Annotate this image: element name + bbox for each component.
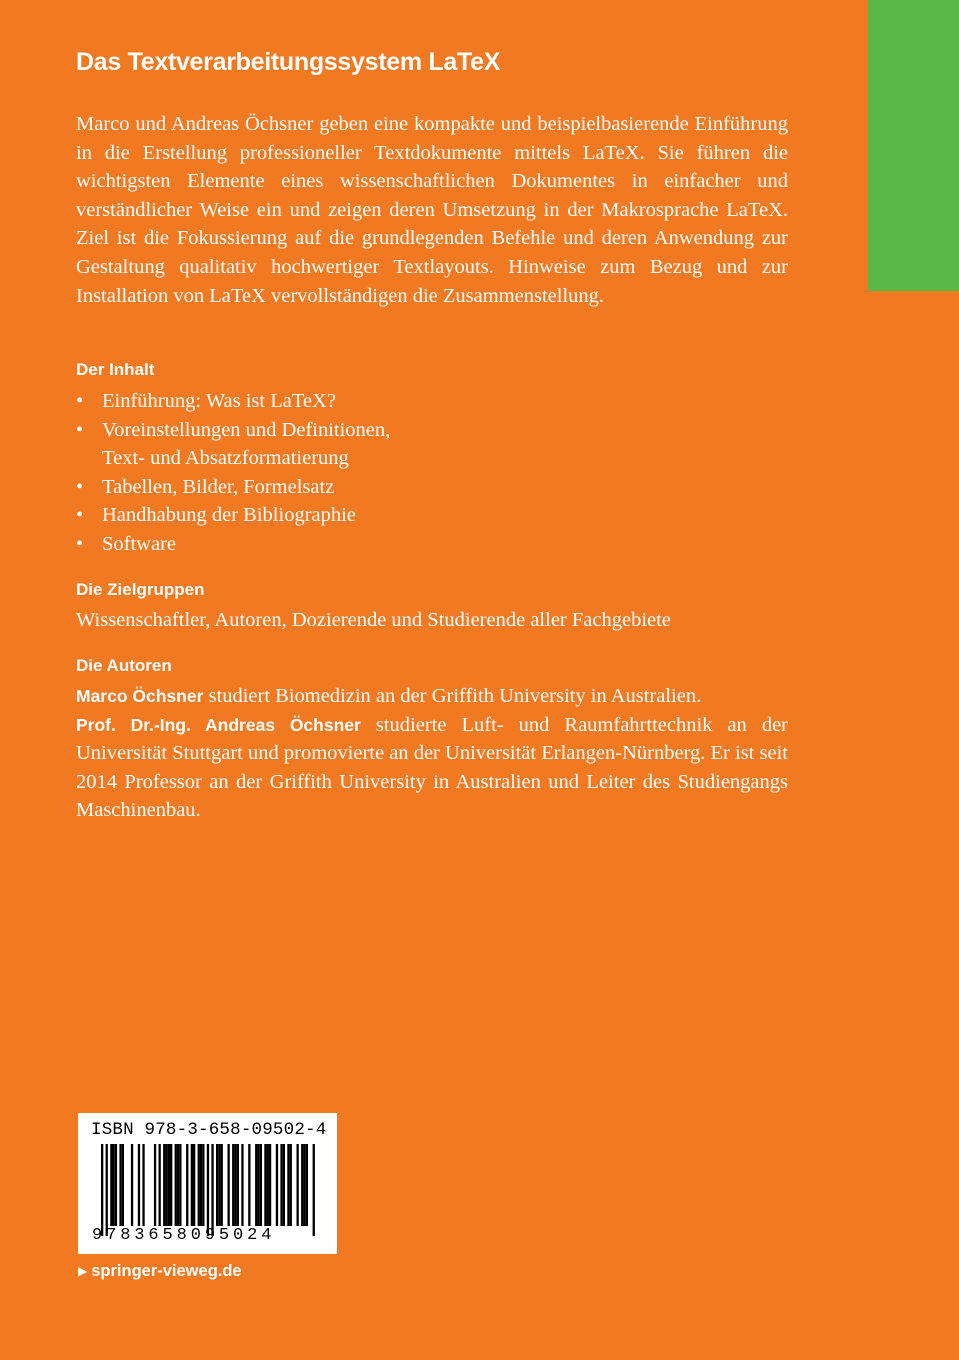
barcode-bar — [179, 1144, 181, 1226]
bullet-icon: • — [76, 532, 84, 555]
barcode-bar — [168, 1144, 170, 1226]
list-item: • Software — [76, 530, 390, 559]
barcode-bar — [306, 1144, 308, 1226]
barcode-bar — [248, 1144, 250, 1226]
barcode-bar — [221, 1144, 223, 1226]
barcode-bars — [91, 1144, 317, 1236]
bullet-icon: • — [76, 475, 84, 498]
green-accent-tab — [868, 0, 959, 291]
barcode-bar — [131, 1144, 133, 1226]
author2-name: Prof. Dr.-Ing. Andreas Öchsner — [76, 714, 361, 735]
barcode-bar — [237, 1144, 239, 1226]
authors-heading: Die Autoren — [76, 656, 172, 675]
list-item: • Tabellen, Bilder, Formelsatz — [76, 473, 390, 502]
barcode-bar — [313, 1144, 315, 1236]
list-item: • Handhabung der Bibliographie — [76, 501, 390, 530]
barcode-bar — [200, 1144, 202, 1226]
barcode-bar — [207, 1144, 209, 1236]
barcode-bar — [142, 1144, 144, 1226]
author2-bio: studierte Luft- und Raumfahrttechnik an der Universität Stuttgart und promovierte an der Universität Erlangen-Nürnberg. Er ist seit 2014 Professor an der Griffith University in Australien und Leiter des Studiengangs Maschinenbau. — [76, 713, 788, 822]
barcode-bar — [257, 1144, 259, 1226]
barcode-bar — [218, 1144, 220, 1226]
barcode-bar — [276, 1144, 278, 1226]
bullet-icon: • — [76, 504, 84, 527]
website-url: springer-vieweg.de — [91, 1262, 242, 1280]
contents-list — [76, 387, 390, 559]
barcode-bar — [303, 1144, 305, 1226]
contents-heading: Der Inhalt — [76, 360, 155, 379]
barcode-bar — [163, 1144, 165, 1226]
isbn-barcode — [78, 1113, 337, 1254]
barcode-bar — [198, 1144, 200, 1226]
barcode-bar — [216, 1144, 218, 1226]
barcode-bar — [191, 1144, 193, 1226]
barcode-bar — [159, 1144, 161, 1226]
barcode-bar — [283, 1144, 285, 1226]
barcode-bar — [193, 1144, 195, 1226]
barcode-digits: 9783658095024 — [92, 1226, 276, 1245]
list-item-continuation: Text- und Absatzformatierung — [102, 447, 349, 470]
barcode-bar — [290, 1144, 292, 1226]
barcode-bar — [106, 1144, 108, 1236]
barcode-bar — [267, 1144, 269, 1226]
barcode-bar — [177, 1144, 179, 1226]
barcode-bar — [113, 1144, 115, 1226]
book-title: Das Textverarbeitungssystem LaTeX — [76, 48, 501, 76]
bullet-icon: • — [76, 418, 84, 441]
barcode-bar — [287, 1144, 289, 1226]
barcode-bar — [280, 1144, 282, 1226]
barcode-bar — [202, 1144, 204, 1226]
barcode-bar — [241, 1144, 243, 1226]
isbn-label: ISBN 978-3-658-09502-4 — [91, 1120, 327, 1140]
barcode-bar — [165, 1144, 167, 1226]
authors-paragraph — [76, 682, 788, 825]
barcode-bar — [115, 1144, 117, 1226]
audience-heading: Die Zielgruppen — [76, 580, 205, 599]
barcode-bar — [154, 1144, 156, 1226]
barcode-bar — [297, 1144, 299, 1226]
barcode-bar — [301, 1144, 303, 1226]
triangle-arrow-icon: ▶ — [78, 1264, 88, 1278]
barcode-bar — [119, 1144, 121, 1226]
author1-name: Marco Öchsner — [76, 686, 204, 706]
barcode-bar — [255, 1144, 257, 1226]
barcode-bar — [269, 1144, 271, 1226]
list-item: • Einführung: Was ist LaTeX? — [76, 387, 390, 416]
barcode-bar — [138, 1144, 140, 1226]
barcode-bar — [234, 1144, 236, 1226]
barcode-bar — [175, 1144, 177, 1226]
intro-paragraph: Marco und Andreas Öchsner geben eine kompakte und beispielbasierende Einführung in die Erstellung professioneller Textdokumente mittels LaTeX. Sie führen die wichtigsten Elemente eines wissenschaftlichen Dokumentes in einfacher und verständlicher Weise ein und zeigen deren Umsetzung in der Makrosprache LaTeX. Ziel ist die Fokussierung auf die grundlegenden Befehle und deren Anwendung zur Gestaltung qualitativ hochwertiger Textlayouts. Hinweise zum Bezug und zur Installation von LaTeX vervollständigen die Zusammenstellung. — [76, 113, 788, 307]
audience-text: Wissenschaftler, Autoren, Dozierende und Studierende aller Fachgebiete — [76, 609, 671, 631]
barcode-bar — [232, 1144, 234, 1226]
barcode-bar — [228, 1144, 230, 1226]
list-item: • Voreinstellungen und Definitionen, Text- und Absatzformatierung — [76, 416, 390, 473]
barcode-bar — [110, 1144, 112, 1226]
barcode-bar — [122, 1144, 124, 1226]
barcode-bar — [264, 1144, 266, 1226]
barcode-bar — [260, 1144, 262, 1226]
website-link[interactable] — [78, 1262, 242, 1281]
barcode-bar — [186, 1144, 188, 1226]
barcode-bar — [211, 1144, 213, 1236]
author1-bio: studiert Biomedizin an der Griffith University in Australien. — [203, 685, 702, 707]
bullet-icon: • — [76, 390, 84, 412]
barcode-bar — [101, 1144, 103, 1236]
barcode-bar — [170, 1144, 172, 1226]
